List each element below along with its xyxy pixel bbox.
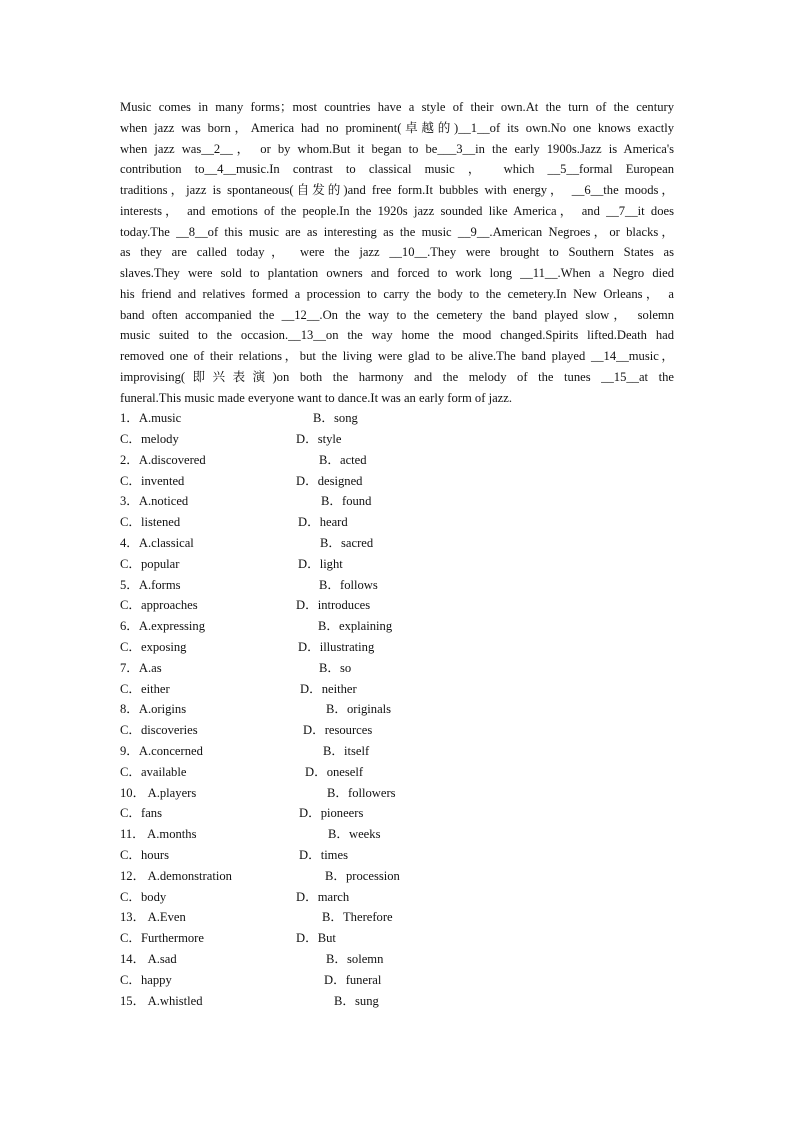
option-left: C．invented xyxy=(120,473,185,488)
option-left: 3．A.noticed xyxy=(120,494,189,509)
option-right: B．weeks xyxy=(328,827,381,842)
passage-line: when jazz was born，America had no prominent(卓越的)__1__of its own.No one knows exactly xyxy=(120,120,674,135)
option-row xyxy=(120,845,674,866)
passage-line: removed one of their relations，but the living were glad to be alive.The band played __14__music， xyxy=(120,349,674,363)
option-row xyxy=(120,616,674,637)
option-left: 6．A.expressing xyxy=(120,619,205,634)
option-right: D．But xyxy=(296,931,336,946)
option-right: B．found xyxy=(321,494,372,509)
option-right: B．Therefore xyxy=(322,910,393,925)
option-left: C．body xyxy=(120,889,167,904)
option-left: 2．A.discovered xyxy=(120,452,206,467)
option-right: D．march xyxy=(296,889,350,904)
passage-line: his friend and relatives formed a procession to carry the body to the cemetery.In New Orleans， a xyxy=(120,286,674,301)
option-left: 10． A.players xyxy=(120,785,197,800)
option-row xyxy=(120,887,674,908)
passage-line: interests， and emotions of the people.In the 1920s jazz sounded like America， and __7__it does xyxy=(120,203,674,218)
cloze-passage xyxy=(120,97,674,408)
passage-line: slaves.They were sold to plantation owners and forced to work long __11__.When a Negro died xyxy=(120,266,674,280)
option-left: C．Furthermore xyxy=(120,931,204,946)
option-left: C．melody xyxy=(120,432,179,447)
option-row xyxy=(120,595,674,616)
option-row xyxy=(120,762,674,783)
document-page xyxy=(120,97,674,1011)
option-right: D．neither xyxy=(300,681,357,696)
option-left: C．discoveries xyxy=(120,723,198,738)
option-left: 1．A.music xyxy=(120,411,182,426)
option-right: D．times xyxy=(299,847,348,862)
option-row xyxy=(120,824,674,845)
option-right: D．light xyxy=(298,556,343,571)
option-right: D．style xyxy=(296,432,342,447)
option-right: B．acted xyxy=(319,452,367,467)
option-row xyxy=(120,471,674,492)
option-row xyxy=(120,450,674,471)
option-row xyxy=(120,720,674,741)
option-row xyxy=(120,408,674,429)
option-left: C．fans xyxy=(120,806,162,821)
option-row xyxy=(120,429,674,450)
option-right: B．itself xyxy=(323,744,370,758)
option-left: C．approaches xyxy=(120,598,198,613)
passage-line: today.The __8__of this music are as interesting as the music __9__.American Negroes，or blacks， xyxy=(120,224,674,239)
option-left: 8．A.origins xyxy=(120,702,187,717)
option-row xyxy=(120,658,674,679)
option-right: B．so xyxy=(319,660,352,675)
option-row xyxy=(120,512,674,533)
passage-line: band often accompanied the __12__.On the way to the cemetery the band played slow， solemn xyxy=(120,307,674,322)
option-row xyxy=(120,866,674,887)
option-right: B．followers xyxy=(327,785,396,800)
option-left: 9．A.concerned xyxy=(120,744,203,758)
passage-line: contribution to__4__music.In contrast to classical music ， which __5__formal European xyxy=(120,162,674,177)
option-row xyxy=(120,803,674,824)
option-left: 15． A.whistled xyxy=(120,993,203,1008)
option-row xyxy=(120,699,674,720)
passage-line: traditions，jazz is spontaneous(自发的)and free form.It bubbles with energy， __6__the moods， xyxy=(120,183,674,197)
option-left: 11． A.months xyxy=(120,827,197,842)
passage-line: when jazz was__2__， or by whom.But it began to be___3__in the early 1900s.Jazz is America's xyxy=(120,141,674,156)
option-row xyxy=(120,970,674,991)
option-left: C．happy xyxy=(120,972,172,987)
option-right: B．sung xyxy=(334,993,379,1008)
option-left: C．popular xyxy=(120,556,180,571)
option-right: B．song xyxy=(313,411,358,426)
option-left: C．listened xyxy=(120,515,181,530)
option-right: D．resources xyxy=(303,723,373,738)
option-row xyxy=(120,741,674,762)
passage-line: as they are called today， were the jazz __10__.They were brought to Southern States as xyxy=(120,245,674,260)
passage-line: funeral.This music made everyone want to dance.It was an early form of jazz. xyxy=(120,390,512,405)
passage-line: music suited to the occasion.__13__on the way home the mood changed.Spirits lifted.Death had xyxy=(120,328,674,343)
option-row xyxy=(120,637,674,658)
option-right: D．designed xyxy=(296,473,363,488)
option-row xyxy=(120,783,674,804)
option-row xyxy=(120,928,674,949)
option-right: B．originals xyxy=(326,702,392,717)
option-right: D．introduces xyxy=(296,598,371,613)
option-left: C．either xyxy=(120,681,170,696)
passage-line: improvising(即兴表演)on both the harmony and the melody of the tunes __15__at the xyxy=(120,369,674,384)
option-row xyxy=(120,491,674,512)
option-left: C．hours xyxy=(120,847,169,862)
option-left: 12． A.demonstration xyxy=(120,868,232,883)
option-right: D．illustrating xyxy=(298,640,375,655)
option-left: C．exposing xyxy=(120,640,187,655)
option-left: 13． A.Even xyxy=(120,910,186,925)
option-right: B．sacred xyxy=(320,536,374,551)
option-left: 7．A.as xyxy=(120,660,162,675)
option-left: 5．A.forms xyxy=(120,577,181,592)
option-row xyxy=(120,533,674,554)
option-left: C．available xyxy=(120,764,187,779)
option-right: B．procession xyxy=(325,868,400,883)
option-right: B．explaining xyxy=(318,619,393,634)
option-row xyxy=(120,575,674,596)
option-right: D．heard xyxy=(298,515,348,530)
option-right: D．pioneers xyxy=(299,806,364,821)
option-right: D．funeral xyxy=(324,972,382,987)
option-right: B．follows xyxy=(319,577,378,592)
option-left: 14． A.sad xyxy=(120,951,177,966)
option-row xyxy=(120,907,674,928)
answer-options xyxy=(120,408,674,1011)
option-row xyxy=(120,554,674,575)
option-right: D．oneself xyxy=(305,764,364,779)
option-row xyxy=(120,679,674,700)
passage-line: Music comes in many forms；most countries have a style of their own.At the turn of the century xyxy=(120,100,674,114)
option-row xyxy=(120,949,674,970)
option-left: 4．A.classical xyxy=(120,536,194,551)
option-row xyxy=(120,991,674,1012)
option-right: B．solemn xyxy=(326,951,384,966)
